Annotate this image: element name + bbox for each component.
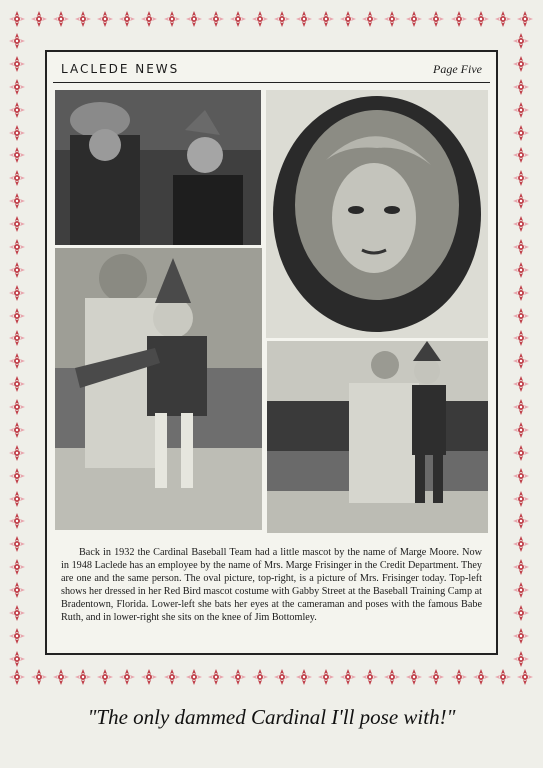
oval-portrait-photo <box>266 90 488 338</box>
border-ornament-icon <box>512 535 530 553</box>
border-ornament-icon <box>207 10 225 28</box>
border-ornament-icon <box>512 627 530 645</box>
border-ornament-icon <box>118 10 136 28</box>
newspaper-clipping <box>45 50 498 655</box>
border-ornament-icon <box>512 261 530 279</box>
border-ornament-icon <box>512 238 530 256</box>
border-ornament-icon <box>427 10 445 28</box>
border-ornament-icon <box>317 668 335 686</box>
border-ornament-icon <box>512 352 530 370</box>
border-ornament-icon <box>472 668 490 686</box>
border-ornament-icon <box>512 490 530 508</box>
border-ornament-icon <box>251 10 269 28</box>
border-top <box>8 10 534 32</box>
border-ornament-icon <box>30 668 48 686</box>
border-ornament-icon <box>229 668 247 686</box>
border-ornament-icon <box>512 467 530 485</box>
border-ornament-icon <box>494 10 512 28</box>
border-ornament-icon <box>8 261 26 279</box>
border-ornament-icon <box>163 10 181 28</box>
border-ornament-icon <box>8 169 26 187</box>
border-ornament-icon <box>450 10 468 28</box>
border-ornament-icon <box>317 10 335 28</box>
border-ornament-icon <box>273 668 291 686</box>
border-ornament-icon <box>512 375 530 393</box>
handwritten-quote: "The only dammed Cardinal I'll pose with!" <box>87 705 456 729</box>
border-ornament-icon <box>30 10 48 28</box>
border-ornament-icon <box>512 650 530 668</box>
mascot-on-knee-photo <box>267 341 488 533</box>
border-ornament-icon <box>295 10 313 28</box>
mascot-with-babe-ruth-photo <box>55 248 262 530</box>
border-ornament-icon <box>512 32 530 50</box>
border-ornament-icon <box>512 284 530 302</box>
border-ornament-icon <box>8 55 26 73</box>
border-ornament-icon <box>512 558 530 576</box>
border-ornament-icon <box>251 668 269 686</box>
border-ornament-icon <box>383 10 401 28</box>
border-ornament-icon <box>8 124 26 142</box>
border-ornament-icon <box>207 668 225 686</box>
border-ornament-icon <box>185 668 203 686</box>
border-ornament-icon <box>140 10 158 28</box>
border-ornament-icon <box>512 55 530 73</box>
border-ornament-icon <box>512 192 530 210</box>
border-ornament-icon <box>494 668 512 686</box>
border-ornament-icon <box>512 78 530 96</box>
border-ornament-icon <box>512 307 530 325</box>
border-ornament-icon <box>229 10 247 28</box>
border-ornament-icon <box>8 10 26 28</box>
border-ornament-icon <box>405 668 423 686</box>
border-ornament-icon <box>8 535 26 553</box>
border-ornament-icon <box>8 604 26 622</box>
border-ornament-icon <box>8 467 26 485</box>
border-right <box>512 32 534 668</box>
border-ornament-icon <box>8 307 26 325</box>
border-ornament-icon <box>512 581 530 599</box>
border-ornament-icon <box>8 444 26 462</box>
border-ornament-icon <box>8 215 26 233</box>
border-ornament-icon <box>96 668 114 686</box>
border-ornament-icon <box>512 421 530 439</box>
border-ornament-icon <box>8 421 26 439</box>
border-ornament-icon <box>427 668 445 686</box>
border-ornament-icon <box>8 101 26 119</box>
border-ornament-icon <box>361 10 379 28</box>
border-ornament-icon <box>512 604 530 622</box>
border-ornament-icon <box>512 444 530 462</box>
border-ornament-icon <box>8 490 26 508</box>
border-ornament-icon <box>8 352 26 370</box>
border-ornament-icon <box>339 668 357 686</box>
border-ornament-icon <box>52 668 70 686</box>
newspaper-title: LACLEDE NEWS <box>61 62 180 76</box>
border-ornament-icon <box>8 78 26 96</box>
border-ornament-icon <box>96 10 114 28</box>
border-ornament-icon <box>273 10 291 28</box>
border-ornament-icon <box>383 668 401 686</box>
border-ornament-icon <box>74 10 92 28</box>
border-ornament-icon <box>52 10 70 28</box>
border-ornament-icon <box>8 512 26 530</box>
border-ornament-icon <box>516 668 534 686</box>
border-ornament-icon <box>361 668 379 686</box>
border-ornament-icon <box>516 10 534 28</box>
border-ornament-icon <box>295 668 313 686</box>
border-ornament-icon <box>472 10 490 28</box>
border-ornament-icon <box>8 284 26 302</box>
border-ornament-icon <box>8 146 26 164</box>
border-ornament-icon <box>8 668 26 686</box>
border-ornament-icon <box>8 650 26 668</box>
border-ornament-icon <box>118 668 136 686</box>
border-ornament-icon <box>512 512 530 530</box>
border-ornament-icon <box>8 627 26 645</box>
article-caption: Back in 1932 the Cardinal Baseball Team had a little mascot by the name of Marge Moore. Now in 1948 Laclede has an employee by the name of Mrs. Marge Frisinger in the Credit Department. They are one and the same person. The oval picture, top-right, is a picture of Mrs. Frisinger today. Top-left shows her dressed in her Red Bird mascot costume with Gabby Street at the Baseball Training Camp at Bradentown, Florida. Lower-left she bats her eyes at the cameraman and poses with the famous Babe Ruth, and in lower-right she sits on the knee of Jim Bottomley. <box>61 547 482 623</box>
border-left <box>8 32 30 668</box>
border-ornament-icon <box>140 668 158 686</box>
border-ornament-icon <box>450 668 468 686</box>
border-ornament-icon <box>8 329 26 347</box>
border-ornament-icon <box>512 329 530 347</box>
border-ornament-icon <box>8 192 26 210</box>
border-ornament-icon <box>163 668 181 686</box>
border-ornament-icon <box>512 398 530 416</box>
border-ornament-icon <box>339 10 357 28</box>
border-ornament-icon <box>512 146 530 164</box>
mascot-with-gabby-street-photo <box>55 90 261 245</box>
border-ornament-icon <box>512 101 530 119</box>
border-ornament-icon <box>8 558 26 576</box>
border-ornament-icon <box>512 215 530 233</box>
border-ornament-icon <box>405 10 423 28</box>
border-ornament-icon <box>8 375 26 393</box>
border-ornament-icon <box>512 169 530 187</box>
border-bottom <box>8 668 534 690</box>
border-ornament-icon <box>185 10 203 28</box>
border-ornament-icon <box>8 398 26 416</box>
border-ornament-icon <box>8 581 26 599</box>
border-ornament-icon <box>74 668 92 686</box>
masthead <box>53 56 490 83</box>
border-ornament-icon <box>8 238 26 256</box>
page-number: Page Five <box>433 61 482 76</box>
border-ornament-icon <box>8 32 26 50</box>
border-ornament-icon <box>512 124 530 142</box>
